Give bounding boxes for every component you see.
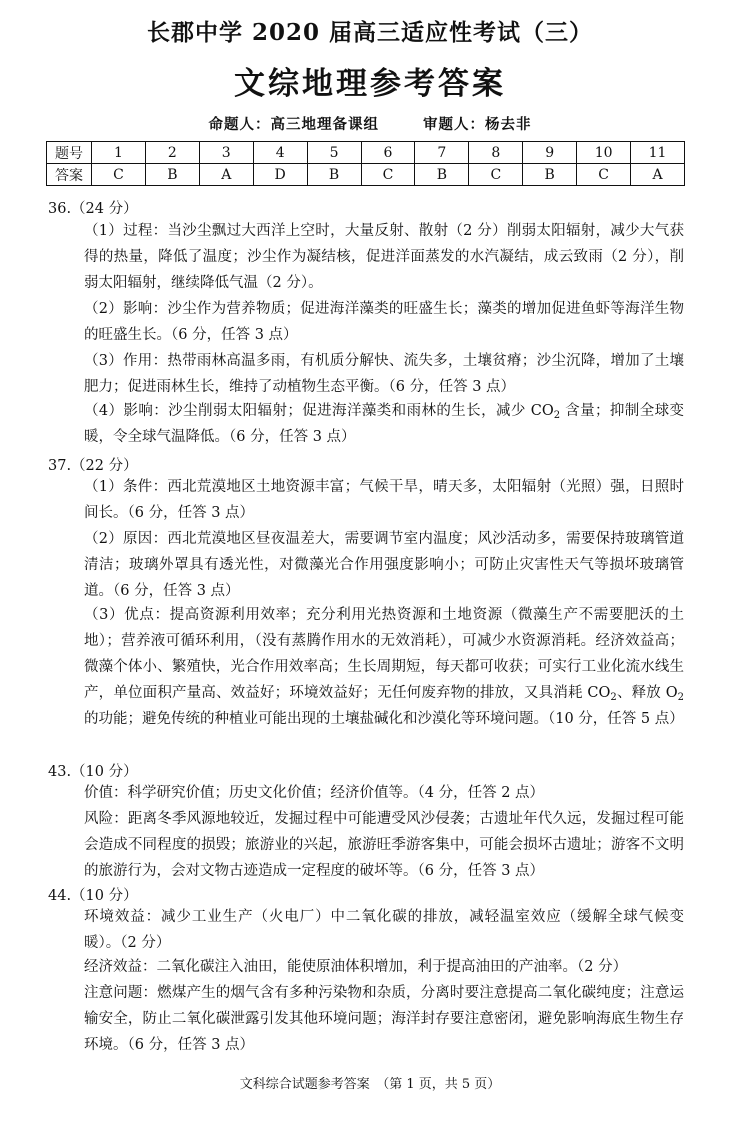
q44-environment: 环境效益：减少工业生产（火电厂）中二氧化碳的排放，减轻温室效应（缓解全球气候变暖）。（2 分） — [84, 909, 684, 951]
answer-cell: A — [199, 164, 253, 186]
question-37-heading: 37.（22 分） — [48, 458, 138, 474]
setter-text: 命题人：高三地理备课组 — [208, 116, 379, 133]
q37-part-3-text-c: 的功能；避免传统的种植业可能出现的土壤盐碱化和沙漠化等环境问题。（10 分，任答 5 点） — [84, 711, 684, 727]
question-number-cell: 8 — [469, 142, 523, 164]
setters-line — [0, 113, 740, 134]
question-number-cell: 7 — [415, 142, 469, 164]
answer-cell: B — [523, 164, 577, 186]
subscript: 2 — [553, 410, 561, 421]
q36-part-3: （3）作用：热带雨林高温多雨，有机质分解快、流失多，土壤贫瘠；沙尘沉降，增加了土壤肥力；促进雨林生长，维持了动植物生态平衡。（6 分，任答 3 点） — [84, 353, 684, 395]
answer-cell: C — [92, 164, 146, 186]
question-number-cell: 5 — [307, 142, 361, 164]
q37-part-3-text-a: （3）优点：提高资源利用效率；充分利用光热资源和土地资源（微藻生产不需要肥沃的土地）；营养液可循环利用，（没有蒸腾作用水的无效消耗），可减少水资源消耗。经济效益高；微藻个体小、繁殖快，光合作用效率高；生长周期短，每天都可收获；可实行工业化流水线生产，单位面积产量高、效益好；环境效益好；无任何废弃物的排放，又具消耗 CO — [84, 607, 684, 701]
q43-risk: 风险：距离冬季风源地较近，发掘过程中可能遭受风沙侵袭；古遗址年代久远，发掘过程可能会造成不同程度的损毁；旅游业的兴起，旅游旺季游客集中，可能会损坏古遗址；游客不文明的旅游行为，会对文物古迹造成一定程度的破坏等。（6 分，任答 3 点） — [84, 811, 684, 879]
question-number-cell: 9 — [523, 142, 577, 164]
answer-cell: C — [577, 164, 631, 186]
question-number-cell: 6 — [361, 142, 415, 164]
q37-part-3-text-b: 、释放 O — [616, 685, 678, 701]
reviewer-text: 审题人：杨去非 — [423, 116, 532, 133]
question-number-row — [47, 142, 685, 164]
q36-part-4 — [84, 398, 684, 450]
document-title: 文综地理参考答案 — [234, 66, 506, 102]
answer-cell: B — [415, 164, 469, 186]
answer-cell: A — [631, 164, 685, 186]
q43-value: 价值：科学研究价值；历史文化价值；经济价值等。（4 分，任答 2 点） — [84, 785, 545, 801]
question-44-heading: 44.（10 分） — [48, 888, 138, 904]
q36-part-4-text-b: 含量；抑制全球变暖，令全球气温降低。（6 分，任答 3 点） — [84, 403, 684, 445]
q37-part-2: （2）原因：西北荒漠地区昼夜温差大，需要调节室内温度；风沙活动多，需要保持玻璃管道清洁；玻璃外罩具有透光性，对微藻光合作用强度影响小；可防止灾害性天气等损坏玻璃管道。（6 分，任答 3 点） — [84, 531, 684, 599]
question-43-heading: 43.（10 分） — [48, 764, 138, 780]
question-number-cell: 1 — [92, 142, 146, 164]
subscript: 2 — [677, 692, 685, 703]
question-number-cell: 4 — [253, 142, 307, 164]
row-label: 答案 — [47, 164, 92, 186]
q37-part-3 — [84, 602, 684, 732]
answer-cell: C — [469, 164, 523, 186]
page-footer: 文科综合试题参考答案 （第 1 页，共 5 页） — [239, 1077, 501, 1092]
q36-part-4-text-a: （4）影响：沙尘削弱太阳辐射；促进海洋藻类和雨林的生长，减少 CO — [84, 403, 554, 419]
subscript: 2 — [610, 692, 617, 703]
q37-part-1: （1）条件：西北荒漠地区土地资源丰富；气候干旱，晴天多，太阳辐射（光照）强，日照时间长。（6 分，任答 3 点） — [84, 479, 684, 521]
answer-key-table — [46, 141, 685, 186]
answer-cell: C — [361, 164, 415, 186]
answer-cell: B — [307, 164, 361, 186]
question-number-cell: 11 — [631, 142, 685, 164]
q44-economy: 经济效益：二氧化碳注入油田，能使原油体积增加，利于提高油田的产油率。（2 分） — [84, 959, 628, 975]
school-exam-title: 长郡中学 2020 届高三适应性考试（三） — [146, 19, 594, 46]
question-36-heading: 36.（24 分） — [48, 201, 138, 217]
answer-cell: B — [145, 164, 199, 186]
question-number-cell: 2 — [145, 142, 199, 164]
q44-attention: 注意问题：燃煤产生的烟气含有多种污染物和杂质，分离时要注意提高二氧化碳纯度；注意运输安全，防止二氧化碳泄露引发其他环境问题；海洋封存要注意密闭，避免影响海底生物生存环境。（6 分，任答 3 点） — [84, 985, 684, 1053]
question-number-cell: 10 — [577, 142, 631, 164]
answer-row — [47, 164, 685, 186]
row-label: 题号 — [47, 142, 92, 164]
q36-part-1: （1）过程：当沙尘飘过大西洋上空时，大量反射、散射（2 分）削弱太阳辐射，减少大气获得的热量，降低了温度；沙尘作为凝结核，促进洋面蒸发的水汽凝结，成云致雨（2 分），削弱太阳辐射，继续降低气温（2 分）。 — [84, 223, 684, 291]
question-number-cell: 3 — [199, 142, 253, 164]
answer-cell: D — [253, 164, 307, 186]
q36-part-2: （2）影响：沙尘作为营养物质；促进海洋藻类的旺盛生长；藻类的增加促进鱼虾等海洋生物的旺盛生长。（6 分，任答 3 点） — [84, 301, 684, 343]
